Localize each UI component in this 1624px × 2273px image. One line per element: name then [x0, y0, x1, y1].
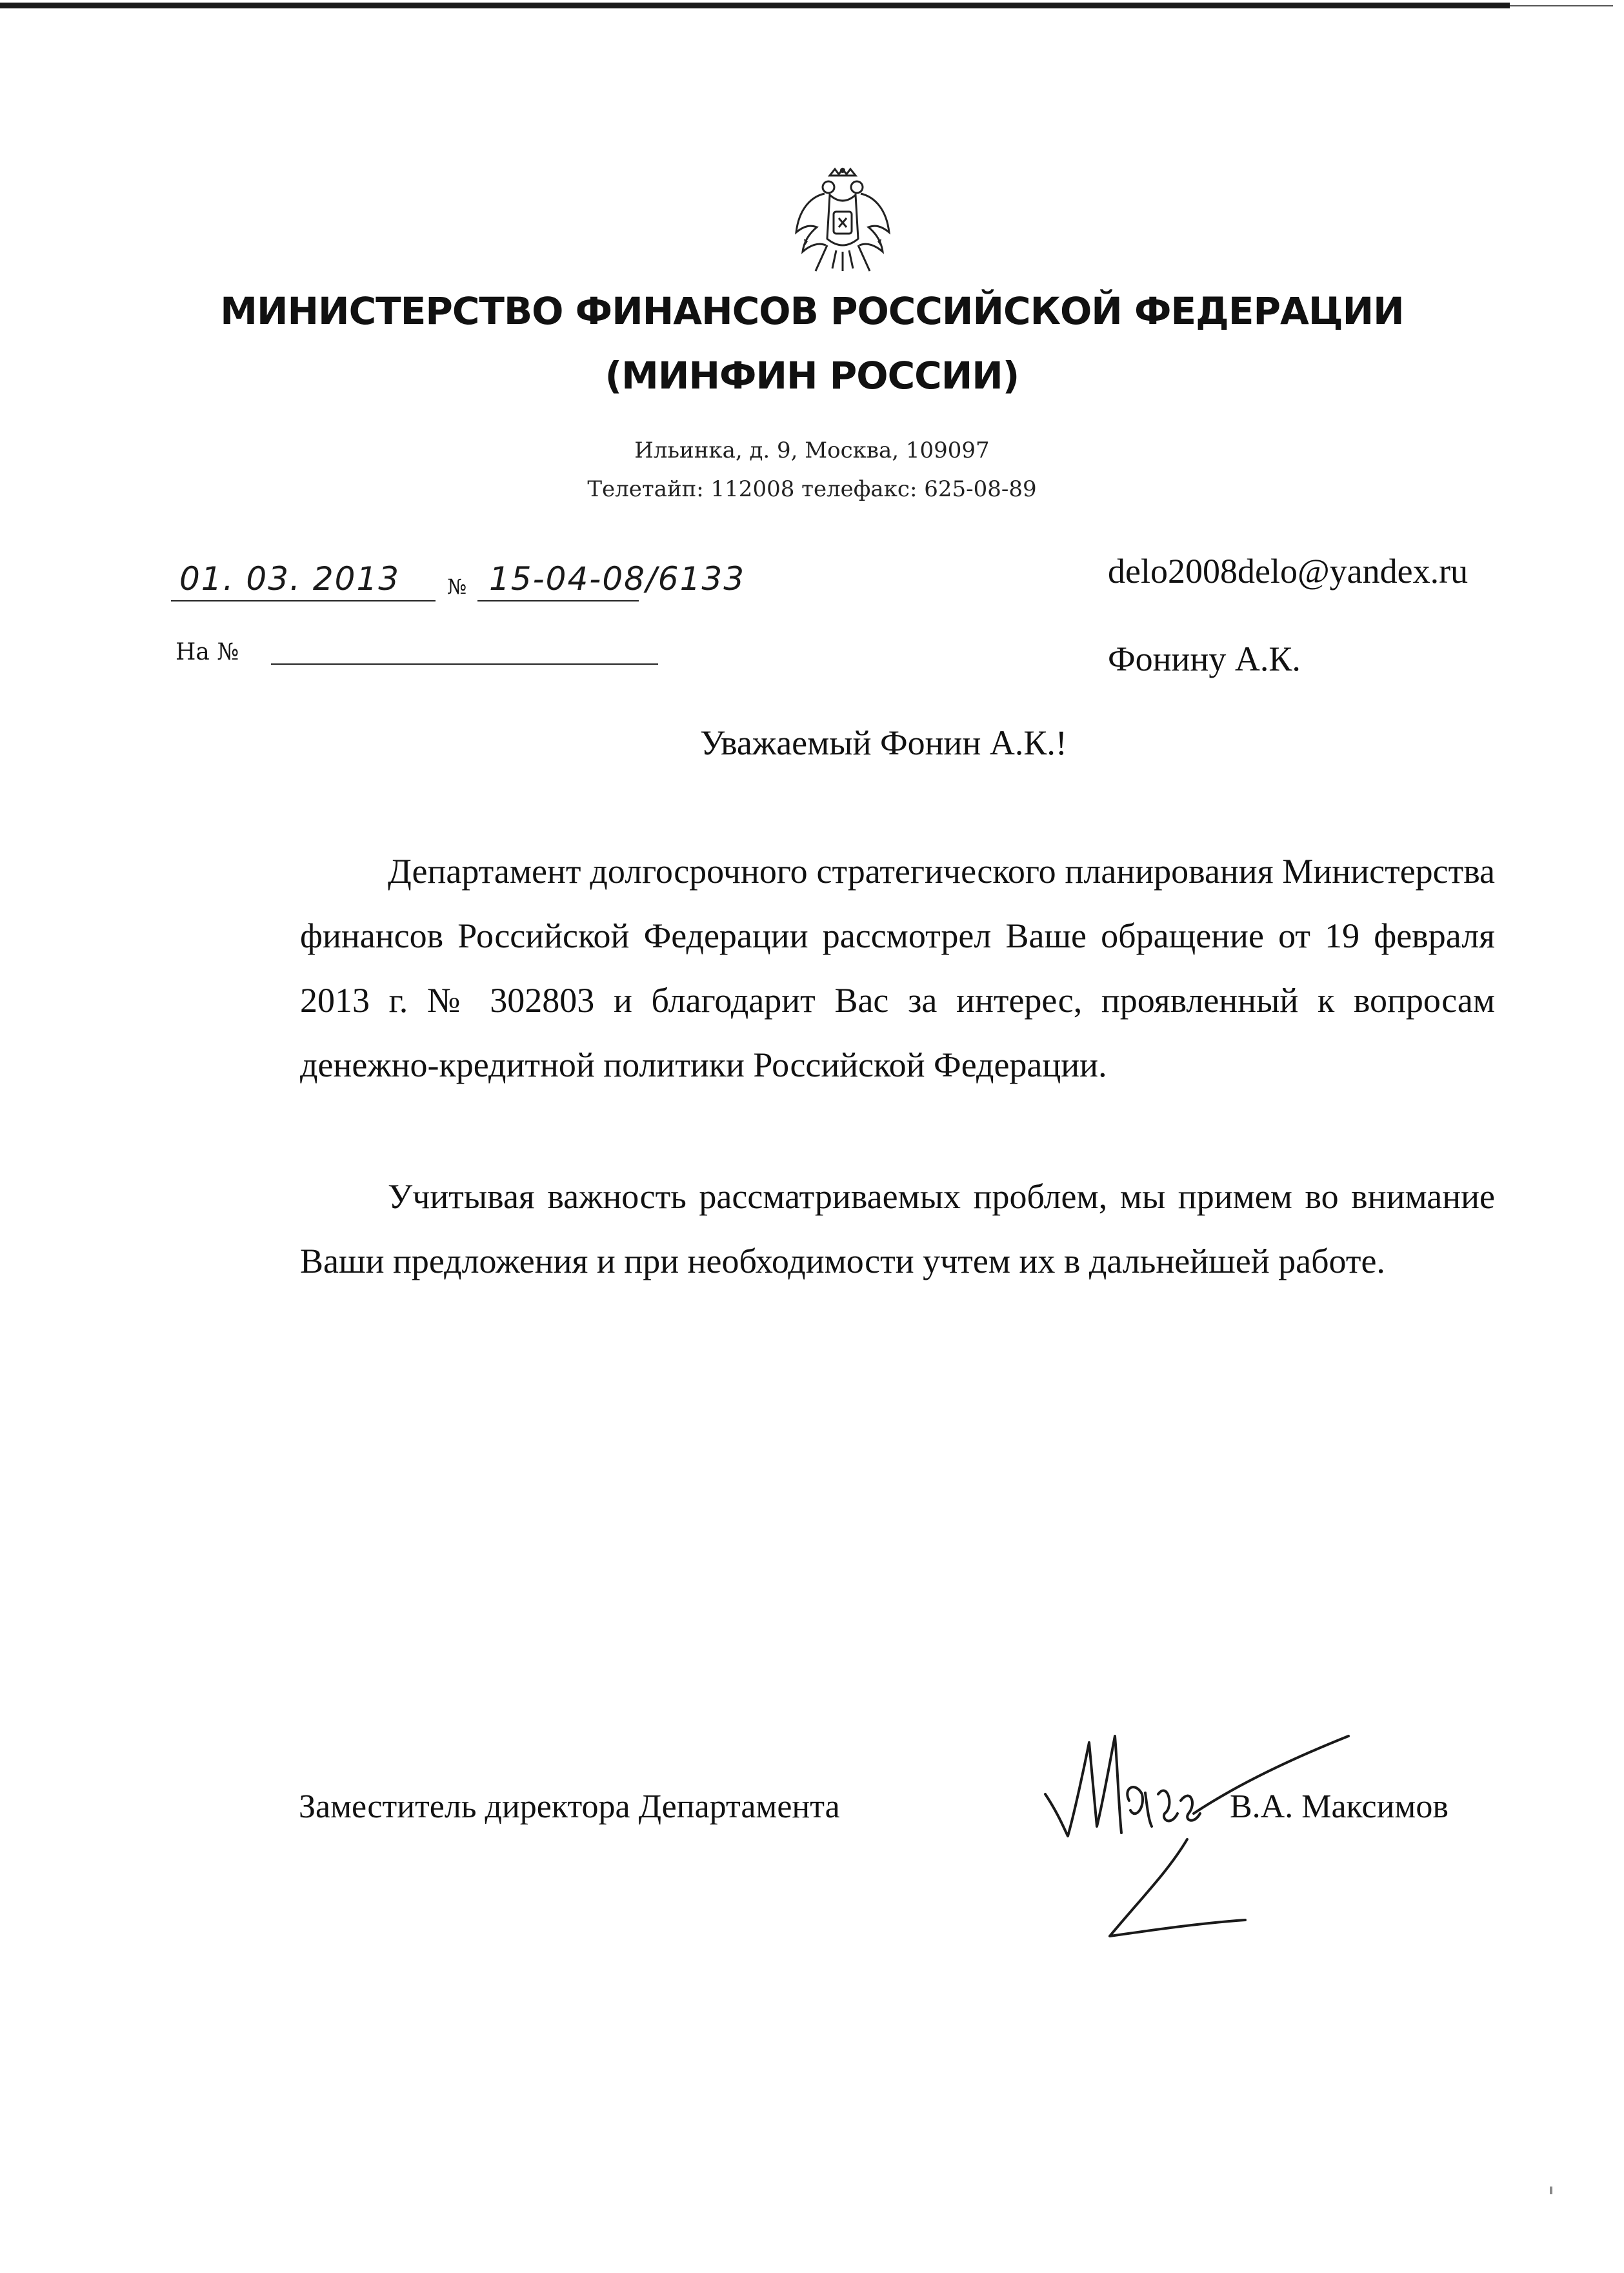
organization-contacts: Телетайп: 112008 телефакс: 625-08-89 — [587, 476, 1037, 502]
registration-date: 01. 03. 2013 — [179, 560, 401, 598]
signatory-name: В.А. Максимов — [1230, 1788, 1449, 1825]
double-headed-eagle-emblem-icon — [791, 161, 894, 284]
organization-short-name: (МИНФИН РОССИИ) — [605, 354, 1019, 398]
date-underline — [171, 600, 436, 601]
organization-title: МИНИСТЕРСТВО ФИНАНСОВ РОССИЙСКОЙ ФЕДЕРАЦИИ — [220, 289, 1404, 333]
registration-number: 15-04-08/6133 — [489, 560, 746, 598]
letter-paragraph-2: Учитывая важность рассматриваемых проблем, мы примем во внимание Ваши предложения и при необходимости учтем их в дальнейшей работе. — [300, 1177, 1495, 1280]
reply-to-blank-line — [271, 663, 658, 665]
recipient-name: Фонину А.К. — [1108, 640, 1301, 678]
top-border-rule-thin — [1510, 5, 1613, 6]
signatory-title: Заместитель директора Департамента — [299, 1788, 840, 1825]
handwritten-signature — [1039, 1717, 1387, 1949]
reply-to-label: На № — [175, 639, 239, 665]
top-border-rule — [0, 3, 1510, 8]
number-underline — [477, 600, 639, 601]
organization-address: Ильинка, д. 9, Москва, 109097 — [634, 438, 990, 463]
letter-greeting: Уважаемый Фонин А.К.! — [700, 723, 1067, 762]
number-sign: № — [447, 574, 467, 599]
letter-paragraph-1: Департамент долгосрочного стратегического планирования Министерства финансов Российской Федерации рассмотрел Ваше обращение от 19 февраля 2013 г. № 302803 и благодарит Вас за интерес, проявленный к вопросам денежно-кредитной политики Российской Федерации. — [300, 852, 1495, 1084]
scan-speck — [1550, 2187, 1552, 2194]
recipient-email: delo2008delo@yandex.ru — [1108, 552, 1469, 591]
